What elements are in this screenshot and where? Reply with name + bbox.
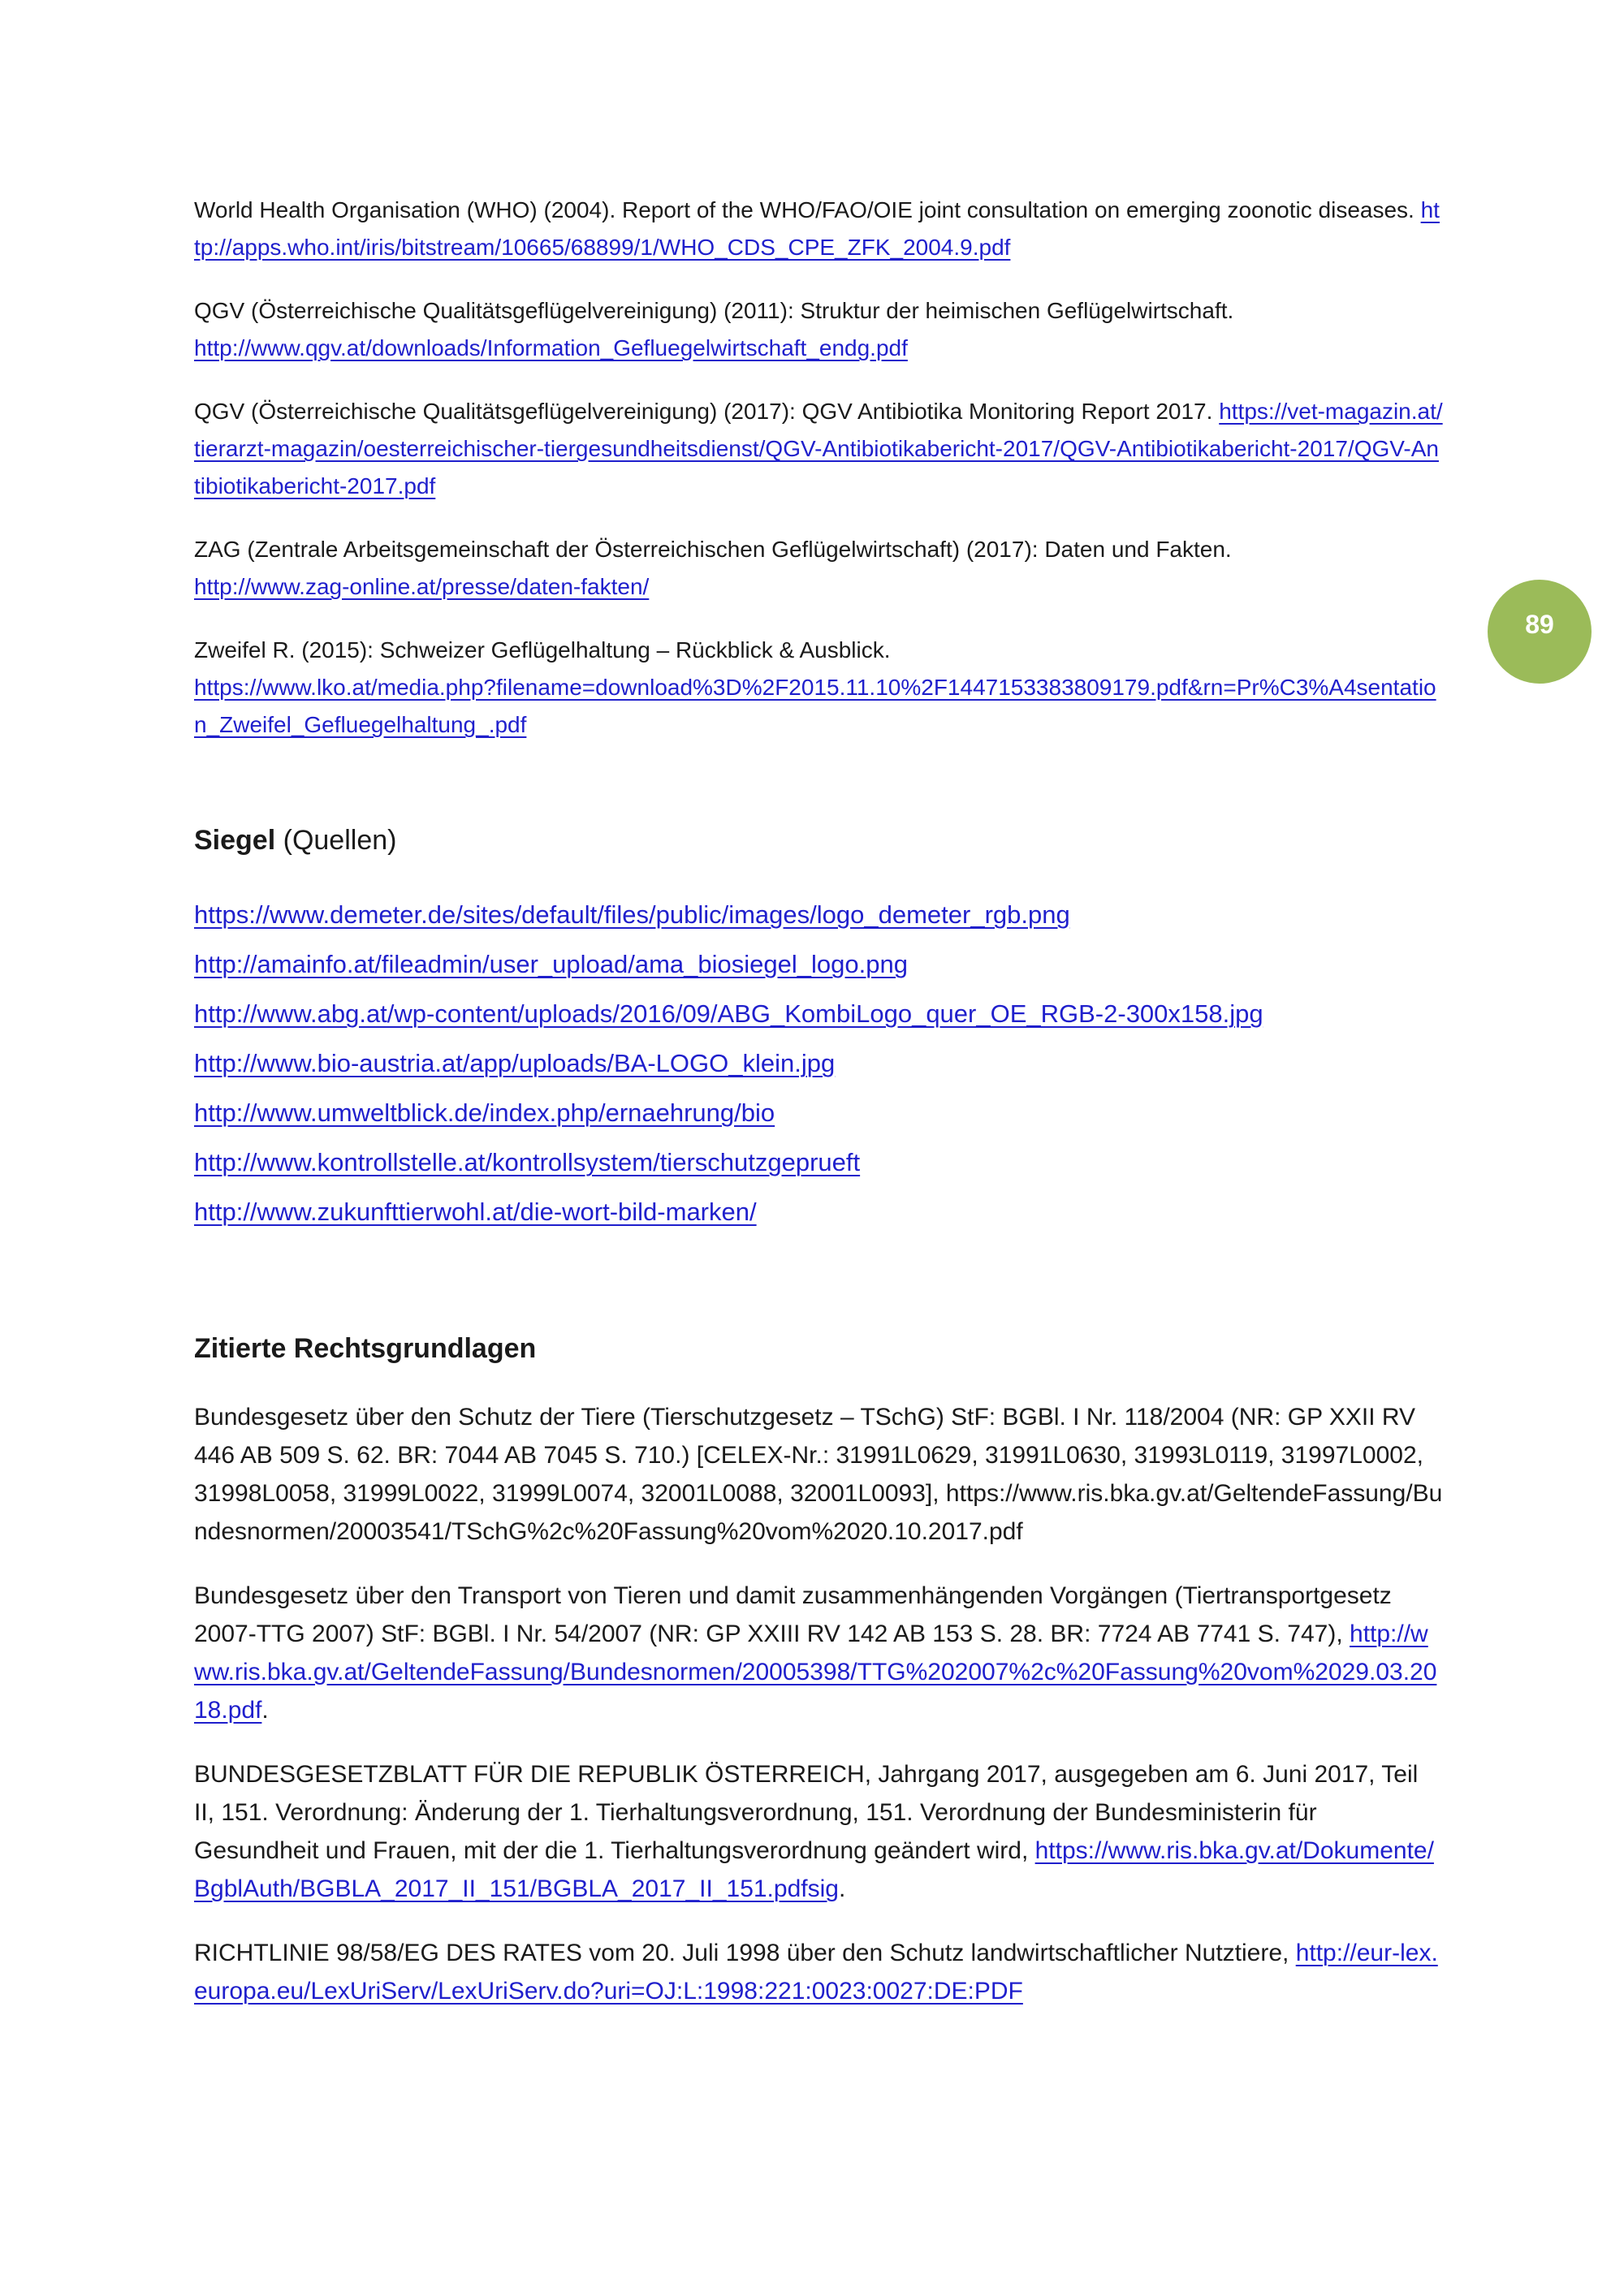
reference-who-2004	[194, 192, 1445, 266]
reference-link[interactable]: https://vet-magazin.at/tierarzt-magazin/oesterreichischer-tiergesundheitsdienst/QGV-Antibiotikabericht-2017/QGV-Antibiotikabericht-2017/QGV-Antibiotikabericht-2017.pdf	[194, 399, 1443, 498]
law-entry-bgbl	[194, 1755, 1445, 1908]
law-suffix: .	[261, 1697, 269, 1724]
siegel-heading-bold: Siegel	[194, 825, 276, 856]
law-text: Bundesgesetz über den Schutz der Tiere (Tierschutzgesetz – TSchG) StF: BGBl. I Nr. 118/2004 (NR: GP XXII RV 446 AB 509 S. 62. BR: 7044 AB 7045 S. 710.) [CELEX-Nr.: 31991L0629, 31991L0630, 31993L0119, 31997L0002, 31998L0058, 31999L0022, 31999L0074, 32001L0088, 32001L0093],	[194, 1404, 1423, 1507]
list-item	[194, 1187, 1445, 1236]
reference-link[interactable]: http://apps.who.int/iris/bitstream/10665/68899/1/WHO_CDS_CPE_ZFK_2004.9.pdf	[194, 197, 1440, 260]
law-entry-tschg	[194, 1398, 1445, 1551]
list-item	[194, 1088, 1445, 1137]
law-link[interactable]: https://www.ris.bka.gv.at/Dokumente/BgblAuth/BGBLA_2017_II_151/BGBLA_2017_II_151.pdfsig	[194, 1837, 1434, 1902]
siegel-link-bio-austria[interactable]: http://www.bio-austria.at/app/uploads/BA-LOGO_klein.jpg	[194, 1049, 836, 1077]
reference-zweifel-2015	[194, 632, 1445, 744]
siegel-link-abg[interactable]: http://www.abg.at/wp-content/uploads/2016/09/ABG_KombiLogo_quer_OE_RGB-2-300x158.jpg	[194, 999, 1263, 1028]
siegel-link-kontrollstelle[interactable]: http://www.kontrollstelle.at/kontrollsystem/tierschutzgeprueft	[194, 1148, 861, 1176]
law-entry-ttg	[194, 1577, 1445, 1729]
siegel-link-zukunfttierwohl[interactable]: http://www.zukunfttierwohl.at/die-wort-bild-marken/	[194, 1198, 757, 1226]
siegel-heading	[194, 822, 1445, 859]
reference-link[interactable]: https://www.lko.at/media.php?filename=download%3D%2F2015.11.10%2F1447153383809179.pdf&rn=Pr%C3%A4sentation_Zweifel_Gefluegelhaltung_.pdf	[194, 675, 1436, 737]
reference-qgv-2011	[194, 292, 1445, 367]
law-entry-richtlinie	[194, 1934, 1445, 2010]
reference-text: QGV (Österreichische Qualitätsgeflügelvereinigung) (2011): Struktur der heimischen Geflügelwirtschaft.	[194, 298, 1234, 323]
list-item	[194, 1038, 1445, 1088]
reference-link[interactable]: http://www.zag-online.at/presse/daten-fakten/	[194, 574, 650, 599]
reference-text: World Health Organisation (WHO) (2004). Report of the WHO/FAO/OIE joint consultation on emerging zoonotic diseases.	[194, 197, 1415, 222]
law-text: Bundesgesetz über den Transport von Tieren und damit zusammenhängenden Vorgängen (Tiertransportgesetz 2007-TTG 2007) StF: BGBl. I Nr. 54/2007 (NR: GP XXIII RV 142 AB 153 S. 28. BR: 7724 AB 7741 S. 747),	[194, 1582, 1392, 1647]
page-number-badge: 89	[1488, 580, 1592, 684]
list-item	[194, 890, 1445, 939]
reference-text: QGV (Österreichische Qualitätsgeflügelvereinigung) (2017): QGV Antibiotika Monitoring Report 2017.	[194, 399, 1213, 424]
list-item	[194, 989, 1445, 1038]
siegel-heading-normal: (Quellen)	[283, 825, 397, 856]
siegel-link-list	[194, 890, 1445, 1236]
law-link[interactable]: http://eur-lex.europa.eu/LexUriServ/LexUriServ.do?uri=OJ:L:1998:221:0023:0027:DE:PDF	[194, 1940, 1438, 2005]
reference-zag-2017	[194, 531, 1445, 606]
law-suffix: .	[838, 1875, 846, 1902]
list-item	[194, 939, 1445, 989]
list-item	[194, 1137, 1445, 1187]
reference-text: Zweifel R. (2015): Schweizer Geflügelhaltung – Rückblick & Ausblick.	[194, 637, 891, 662]
law-plain-url: https://www.ris.bka.gv.at/GeltendeFassung/Bundesnormen/20003541/TSchG%2c%20Fassung%20vom%2020.10.2017.pdf	[194, 1480, 1443, 1545]
siegel-link-ama[interactable]: http://amainfo.at/fileadmin/user_upload/ama_biosiegel_logo.png	[194, 950, 908, 978]
siegel-link-demeter[interactable]: https://www.demeter.de/sites/default/files/public/images/logo_demeter_rgb.png	[194, 900, 1070, 929]
rechtsgrundlagen-heading: Zitierte Rechtsgrundlagen	[194, 1333, 537, 1364]
law-link[interactable]: http://www.ris.bka.gv.at/GeltendeFassung/Bundesnormen/20005398/TTG%202007%2c%20Fassung%20vom%2029.03.2018.pdf	[194, 1621, 1437, 1724]
reference-qgv-2017	[194, 393, 1445, 505]
siegel-link-umweltblick[interactable]: http://www.umweltblick.de/index.php/ernaehrung/bio	[194, 1098, 775, 1127]
law-text: RICHTLINIE 98/58/EG DES RATES vom 20. Juli 1998 über den Schutz landwirtschaftlicher Nutztiere,	[194, 1940, 1289, 1966]
law-text: BUNDESGESETZBLATT FÜR DIE REPUBLIK ÖSTERREICH, Jahrgang 2017, ausgegeben am 6. Juni 2017, Teil II, 151. Verordnung: Änderung der 1. Tierhaltungsverordnung, 151. Verordnung der Bundesministerin für Gesundheit und Frauen, mit der die 1. Tierhaltungsverordnung geändert wird,	[194, 1761, 1419, 1864]
reference-link[interactable]: http://www.qgv.at/downloads/Information_Gefluegelwirtschaft_endg.pdf	[194, 335, 908, 360]
reference-text: ZAG (Zentrale Arbeitsgemeinschaft der Österreichischen Geflügelwirtschaft) (2017): Daten und Fakten.	[194, 537, 1232, 562]
page-content	[194, 192, 1445, 2036]
